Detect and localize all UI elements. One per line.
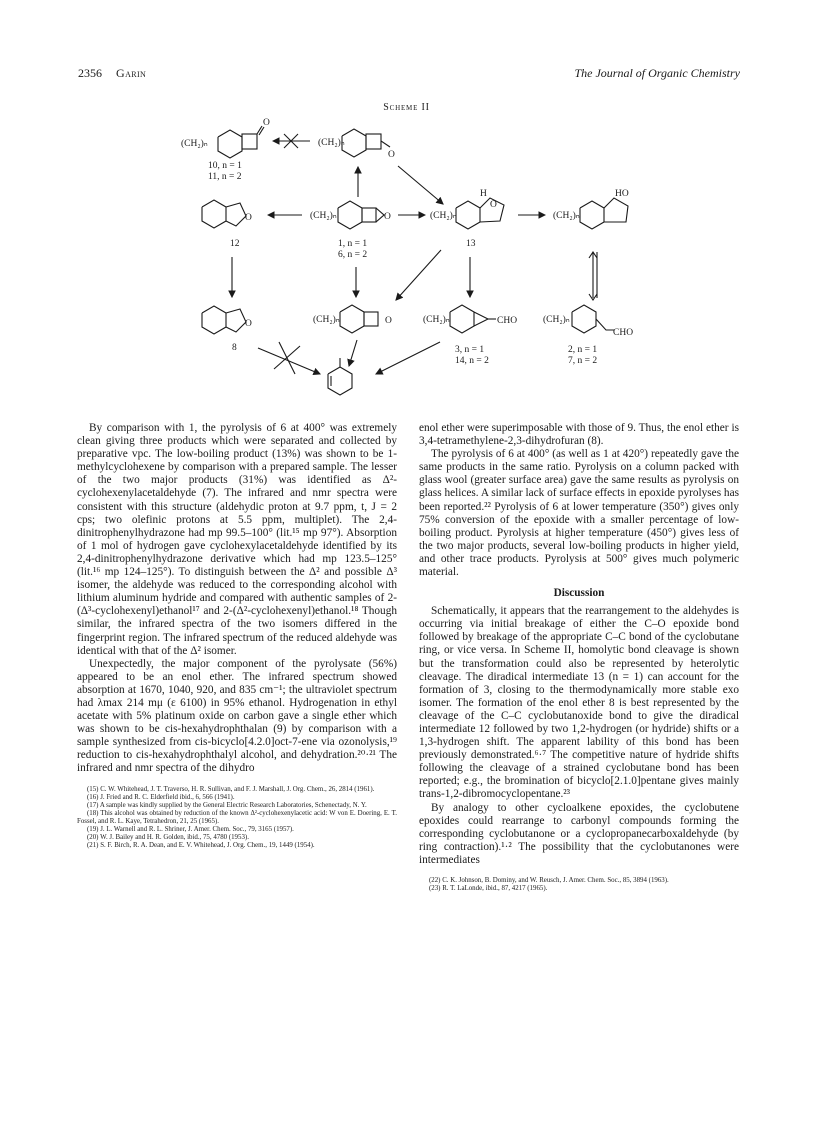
- structure-8: [202, 306, 252, 334]
- left-column: [77, 422, 397, 850]
- compound-label-2: 2, n = 1: [568, 345, 598, 355]
- footnotes-left: [77, 786, 397, 851]
- label-aldehyde: CHO: [613, 328, 634, 338]
- footnotes-right: [419, 877, 739, 893]
- footnote: (23) R. T. LaLonde, ibid., 87, 4217 (1965).: [429, 885, 548, 893]
- label-oxygen: O: [384, 212, 391, 222]
- section-heading: Discussion: [553, 587, 605, 600]
- footnote: (22) C. K. Johnson, B. Dominy, and W. Reusch, J. Amer. Chem. Soc., 85, 3894 (1963).: [429, 877, 669, 884]
- structure-diradical-ketone: [318, 129, 395, 160]
- paragraph: Unexpectedly, the major component of the pyrolysate (56%) appeared to be an enol ether. The infrared spectrum showed absorption at 1670, 1040, 920, and 835 cm⁻¹; the ultraviolet spectrum had λmax 214 mμ (ε 6100) in 95% ethanol. Hydrogenation in ethyl acetate with 5% platinum oxide on carbon gave a single ether which was shown to be cis-hexahydrophthalan (9) by comparison with a sample synthesized from cis-bicyclo[4.2.0]oct-7-ene via ozonolysis,¹⁹ reduction to cis-hexahydrophthalyl alcohol, and dehydration.²⁰·²¹ The infrared and nmr spectra of the dihydro: [77, 657, 397, 775]
- footnote: (15) C. W. Whitehead, J. T. Traverso, H. R. Sullivan, and F. J. Marshall, J. Org. Chem., 26, 2814 (1961).: [87, 785, 375, 793]
- structure-12: [202, 200, 252, 228]
- label-hydrogen: H: [480, 189, 487, 199]
- footnote: (21) S. F. Birch, R. A. Dean, and E. V. Whitehead, J. Org. Chem., 19, 1449 (1954).: [87, 842, 315, 850]
- right-column: [419, 422, 739, 893]
- structure-3-14: [423, 305, 517, 333]
- paragraph: By comparison with 1, the pyrolysis of 6 at 400° was extremely clean giving three products which were separated and collected by preparative vpc. The low-boiling product (13%) was shown to be 1-methylcyclohexene by comparison with a prepared sample. The lesser of the two major products (31%) was identified as Δ²-cyclohexenylacetaldehyde (7). The infrared and nmr spectra were consistent with this structure (aldehydic proton at 9.7 ppm, t, J = 2 cps; two olefinic protons at 5.5 ppm, multiplet). The 2,4-dinitrophenylhydrazone had mp 99.5–100° (lit.¹⁵ mp 97°). Absorption of 1 mol of hydrogen gave cyclohexylacetaldehyde identified by its 2,4-dinitrophenylhydrazone derivative which had mp 123.5–125° (lit.¹⁶ mp 124–125°). To distinguish between the Δ² and possible Δ³ isomer, the aldehyde was reduced to the corresponding alcohol with lithium aluminum hydride and compared with authentic samples of 2-(Δ³-cyclohexenyl)ethanol¹⁷ and 2-(Δ²-cyclohexenyl)ethanol.¹⁸ Though similar, the infrared spectra of the two isomers differed in the fingerprint region. The infrared spectrum of the reduced aldehyde was identical with that of the Δ² isomer.: [77, 422, 397, 657]
- structure-13: [430, 189, 504, 229]
- structure-2-7: [543, 305, 633, 338]
- running-head: [78, 66, 740, 82]
- label-ch2n: (CH₂)ₙ: [430, 211, 457, 221]
- structure-enol-aldehyde: [553, 189, 629, 229]
- paragraph: The pyrolysis of 6 at 400° (as well as 1 at 420°) repeatedly gave the same products in the same ratio. Pyrolysis on a column packed with glass wool (greater surface area) gave the same results as pyrolysis on glass helices. A similar lack of surface effects in epoxide pyrolyses has been reported.²² Pyrolysis of 6 at lower temperature (350°) gives only 75% conversion of the epoxide with a smaller percentage of low-boiling product. Pyrolysis at higher temperature (450°) gives less of the two major products, several low-boiling products in higher yield, and other trace products. Pyrolysis at 500° gives much polymeric material.: [419, 448, 739, 579]
- paragraph: By analogy to other cycloalkene epoxides, the cyclobutene epoxides could rearrange to carbonyl compounds forming the corresponding cyclobutanone or a cyclopropanecarboxaldehyde (by ring contraction).¹·² The possibility that the cyclobutanones were intermediates: [419, 801, 739, 866]
- footnote: (16) J. Fried and R. C. Elderfield ibid., 6, 566 (1941).: [87, 793, 235, 801]
- label-oxygen: O: [388, 150, 395, 160]
- label-ch2n: (CH₂)ₙ: [313, 315, 340, 325]
- structure-methylcyclohexene: [328, 358, 352, 395]
- label-ch2n: (CH₂)ₙ: [543, 315, 570, 325]
- label-oxygen: O: [263, 118, 270, 128]
- paragraph: Schematically, it appears that the rearrangement to the aldehydes is occurring via initial breakage of either the C–O epoxide bond followed by breakage of the appropriate C–C bond of the cyclobutane ring, or vice versa. In Scheme II, homolytic bond cleavage is shown but the transformation could also be represented by heterolytic cleavage. The diradical intermediate 13 (n = 1) can account for the formation of 3, closing to the thermodynamically more stable exo isomer. The formation of the enol ether 8 is best represented by the cleavage of the C–C cyclobutanoxide bond to give the diradical intermediate 12 followed by two 1,2-hydrogen (or hydride) shifts or a 1,3-hydrogen shift. The apparent lability of this bond has been previously demonstrated.⁶·⁷ The competitive nature of hydride shifts following the cleavage of a strained cyclobutane bond has been reported; e.g., the bromination of bicyclo[2.1.0]pentane gives mainly trans-1,2-dibromocyclopentane.²³: [419, 605, 739, 801]
- structure-cyclobutanone: [181, 118, 270, 158]
- label-oxygen: O: [385, 316, 392, 326]
- scheme-title: Scheme II: [383, 102, 430, 113]
- footnote: (19) J. L. Warnell and R. L. Shriner, J. Amer. Chem. Soc., 79, 3165 (1957).: [87, 826, 294, 833]
- compound-label-11: 11, n = 2: [208, 172, 242, 182]
- label-ch2n: (CH₂)ₙ: [423, 315, 450, 325]
- label-ch2n: (CH₂)ₙ: [318, 138, 345, 148]
- structure-diradical-oxide: [313, 305, 392, 333]
- compound-label-13: 13: [466, 239, 476, 249]
- compound-label-8: 8: [232, 343, 237, 353]
- label-oxygen: O: [245, 319, 252, 329]
- compound-label-3: 3, n = 1: [455, 345, 485, 355]
- compound-label-10: 10, n = 1: [208, 161, 242, 171]
- label-ch2n: (CH₂)ₙ: [310, 211, 337, 221]
- footnote: (18) This alcohol was obtained by reduction of the known Δ²-cyclohexenylacetic acid: W von E. Doering, E. T. Fossel, and R. L. Kaye, Tetrahedron, 21, 25 (1965).: [77, 809, 397, 825]
- label-oxygen: O: [490, 200, 497, 210]
- label-oxygen: O: [245, 213, 252, 223]
- reaction-scheme: [0, 112, 813, 402]
- journal-title: The Journal of Organic Chemistry: [574, 66, 740, 80]
- compound-label-6: 6, n = 2: [338, 250, 368, 260]
- footnote: (17) A sample was kindly supplied by the General Electric Research Laboratories, Schenectady, N. Y.: [87, 801, 367, 809]
- compound-label-14: 14, n = 2: [455, 356, 489, 366]
- compound-label-12: 12: [230, 239, 240, 249]
- compound-label-7: 7, n = 2: [568, 356, 598, 366]
- label-hydroxyl: HO: [615, 189, 629, 199]
- label-ch2n: (CH₂)ₙ: [553, 211, 580, 221]
- paragraph: enol ether were superimposable with those of 9. Thus, the enol ether is 3,4-tetramethylene-2,3-dihydrofuran (8).: [419, 422, 739, 448]
- compound-label-1: 1, n = 1: [338, 239, 368, 249]
- reaction-scheme-drawing: [0, 112, 813, 402]
- label-ch2n: (CH₂)ₙ: [181, 139, 208, 149]
- author-name: Garin: [116, 66, 147, 80]
- label-aldehyde: CHO: [497, 316, 518, 326]
- footnote: (20) W. J. Bailey and H. R. Golden, ibid., 75, 4780 (1953).: [87, 834, 249, 842]
- structure-epoxide-1-6: [310, 201, 391, 229]
- page-number: 2356: [78, 66, 102, 80]
